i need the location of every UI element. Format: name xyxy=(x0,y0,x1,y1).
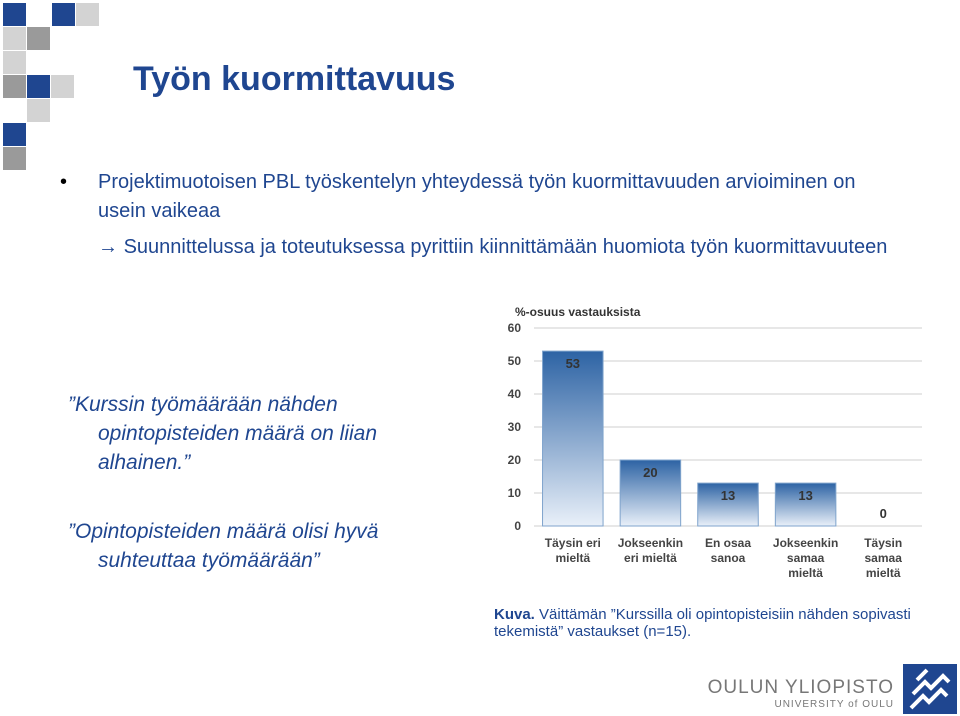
university-logo-icon xyxy=(903,664,957,714)
caption-label: Kuva. xyxy=(494,606,535,623)
decor-square xyxy=(3,75,26,98)
decor-square xyxy=(27,75,50,98)
logo-text-fi: OULUN YLIOPISTO xyxy=(707,677,894,698)
paragraph-arrow-text: Suunnittelussa ja toteutuksessa pyrittiin kiinnittämään huomiota työn kuormittavuuteen xyxy=(123,236,888,258)
y-tick-label: 50 xyxy=(507,354,521,368)
x-category-label: samaa xyxy=(786,551,825,565)
decor-square xyxy=(3,123,26,146)
quote-line: ”Opintopisteiden määrä olisi hyvä xyxy=(68,520,379,543)
quote-line: ”Kurssin työmäärään nähden xyxy=(68,393,338,416)
y-tick-label: 0 xyxy=(514,519,521,533)
figure-caption xyxy=(494,606,954,640)
bar-value-label: 20 xyxy=(643,465,658,480)
quote-line: alhainen.” xyxy=(98,451,191,474)
x-category-label: sanoa xyxy=(710,551,746,565)
bar xyxy=(543,351,604,526)
student-quote-1 xyxy=(68,390,448,477)
decor-square xyxy=(3,3,26,26)
bar-value-label: 53 xyxy=(565,356,581,372)
decor-square xyxy=(52,3,75,26)
caption-text: Väittämän ”Kurssilla oli opintopisteisiin nähden sopivasti tekemistä” vastaukset (n=15). xyxy=(494,606,911,640)
bullet-icon: • xyxy=(60,171,68,193)
decor-square xyxy=(27,27,50,50)
y-tick-label: 60 xyxy=(507,321,521,335)
x-category-label: mieltä xyxy=(555,551,591,565)
y-tick-label: 10 xyxy=(507,486,521,500)
decor-square xyxy=(51,75,74,98)
x-category-label: Täysin eri xyxy=(544,536,601,550)
page-title: Työn kuormittavuus xyxy=(133,60,456,98)
x-category-label: Jokseenkin xyxy=(772,536,839,550)
student-quote-2 xyxy=(68,517,488,575)
paragraph-arrow xyxy=(98,233,888,262)
quote-line: opintopisteiden määrä on liian xyxy=(98,422,378,445)
decor-square xyxy=(27,99,50,122)
decor-square xyxy=(76,3,99,26)
university-logo xyxy=(702,678,894,711)
x-category-label: En osaa xyxy=(704,536,752,550)
decor-square xyxy=(3,27,26,50)
x-category-label: Täysin xyxy=(864,536,903,550)
y-tick-label: 40 xyxy=(507,387,521,401)
chart-title: %-osuus vastauksista xyxy=(515,305,641,319)
y-tick-label: 30 xyxy=(507,420,521,434)
y-tick-label: 20 xyxy=(507,453,521,467)
x-category-label: mieltä xyxy=(788,566,823,580)
logo-text-en: UNIVERSITY of OULU xyxy=(774,699,894,710)
bar-value-label: 13 xyxy=(798,488,813,504)
decor-square xyxy=(3,51,26,74)
decor-square xyxy=(3,147,26,170)
x-category-label: eri mieltä xyxy=(624,551,677,565)
quote-line: suhteuttaa työmäärään” xyxy=(98,549,320,572)
bar-value-label: 13 xyxy=(720,488,736,504)
arrow-right-icon: → xyxy=(98,236,118,258)
paragraph-intro: Projektimuotoisen PBL työskentelyn yhteydessä työn kuormittavuuden arvioiminen on usein vaikeaa xyxy=(98,171,856,222)
bar-value-label: 0 xyxy=(879,506,887,521)
bar-chart xyxy=(490,300,930,590)
x-category-label: Jokseenkin xyxy=(617,536,684,550)
x-category-label: samaa xyxy=(864,551,902,565)
x-category-label: mieltä xyxy=(865,566,901,580)
